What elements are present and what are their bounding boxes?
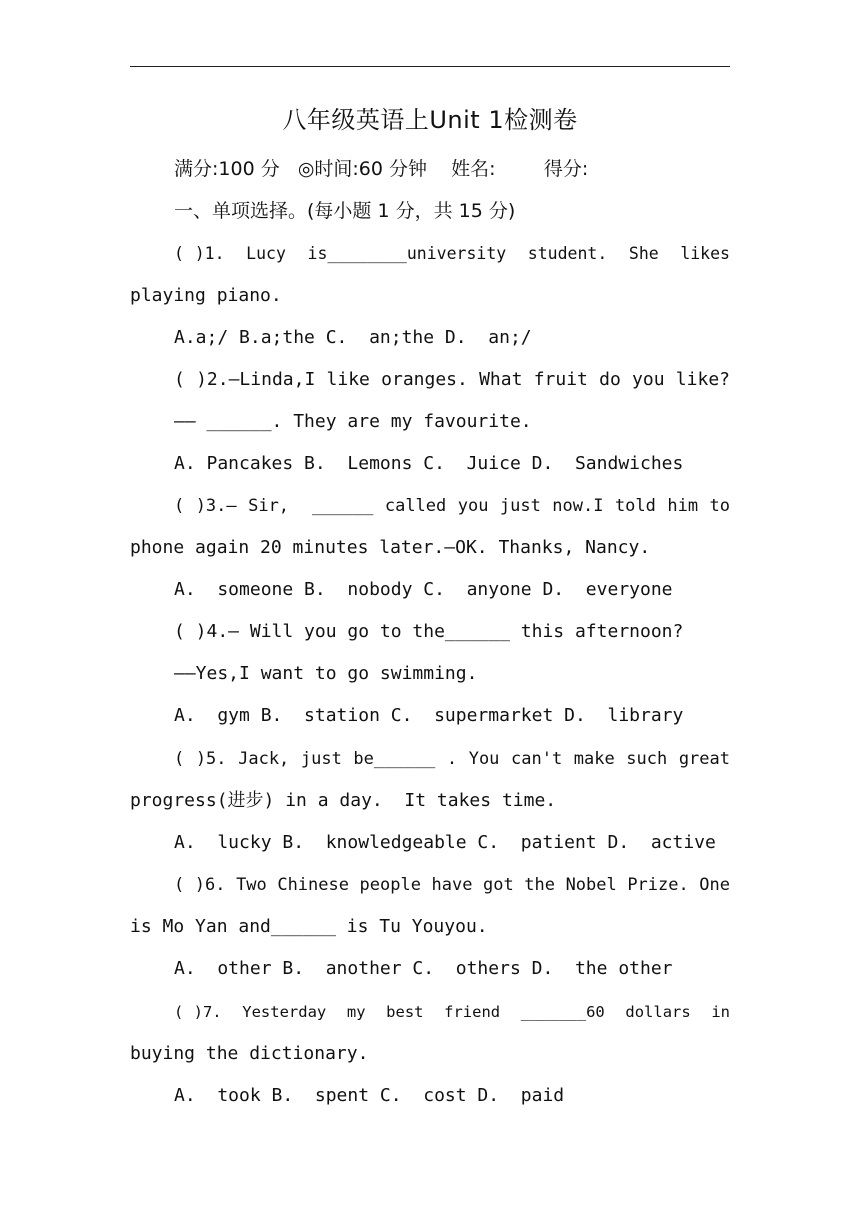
question-4-line-1: ( )4.— Will you go to the______ this afternoon? bbox=[174, 621, 684, 642]
question-4-options: A. gym B. station C. supermarket D. library bbox=[174, 705, 684, 726]
question-7-options: A. took B. spent C. cost D. paid bbox=[174, 1085, 565, 1106]
question-2-options: A. Pancakes B. Lemons C. Juice D. Sandwiches bbox=[174, 453, 684, 474]
question-6-options: A. other B. another C. others D. the other bbox=[174, 958, 673, 979]
question-3-options: A. someone B. nobody C. anyone D. everyone bbox=[174, 579, 673, 600]
page-title: 八年级英语上Unit 1检测卷 bbox=[282, 106, 578, 134]
question-5-line-2: progress(进步) in a day. It takes time. bbox=[130, 790, 557, 811]
question-3-line-1: ( )3.— Sir, ______ called you just now.I told him to bbox=[174, 496, 730, 516]
question-6-line-2: is Mo Yan and______ is Tu Youyou. bbox=[130, 916, 488, 937]
question-3-line-2: phone again 20 minutes later.—OK. Thanks, Nancy. bbox=[130, 537, 651, 558]
question-7-line-2: buying the dictionary. bbox=[130, 1043, 369, 1064]
exam-meta: 满分:100 分 ◎时间:60 分钟 姓名: 得分: bbox=[174, 158, 589, 180]
question-1-line-2: playing piano. bbox=[130, 285, 282, 306]
top-rule bbox=[130, 66, 730, 67]
question-5-options: A. lucky B. knowledgeable C. patient D. active bbox=[174, 832, 716, 853]
question-6-line-1: ( )6. Two Chinese people have got the Nobel Prize. One bbox=[174, 875, 730, 895]
question-2-line-2: —— ______. They are my favourite. bbox=[174, 411, 532, 432]
section-heading: 一、单项选择。(每小题 1 分，共 15 分) bbox=[174, 200, 516, 222]
question-1-line-1: ( )1. Lucy is________university student. She likes bbox=[174, 244, 730, 263]
question-5-line-1: ( )5. Jack, just be______ . You can't make such great bbox=[174, 749, 730, 769]
question-2-line-1: ( )2.—Linda,I like oranges. What fruit do you like? bbox=[174, 369, 730, 390]
question-1-options: A.a;/ B.a;the C. an;the D. an;/ bbox=[174, 327, 532, 348]
question-4-line-2: ——Yes,I want to go swimming. bbox=[174, 663, 478, 684]
question-7-line-1: ( )7. Yesterday my best friend _______60 dollars in bbox=[174, 1003, 730, 1021]
